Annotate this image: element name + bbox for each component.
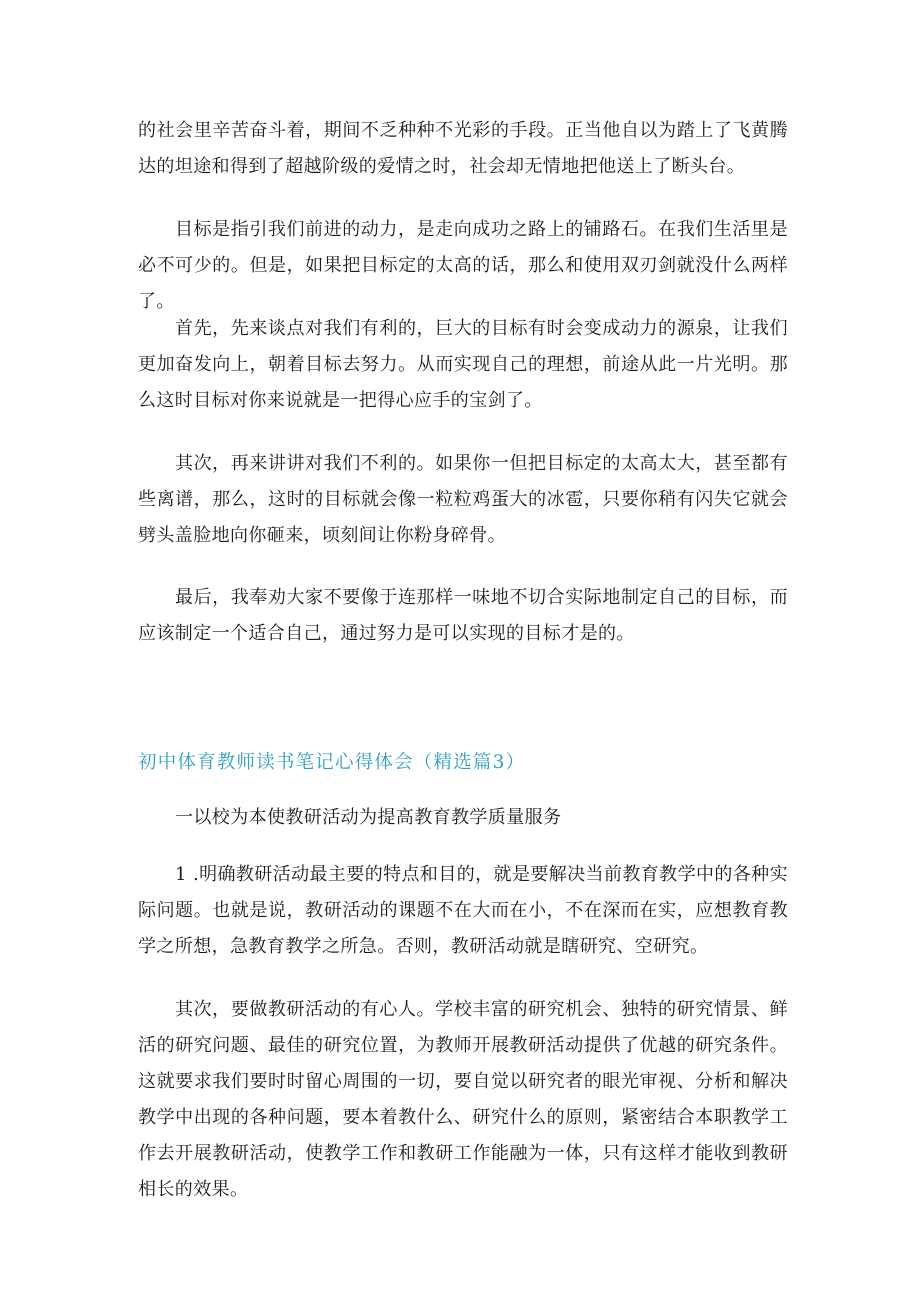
subheading: 一以校为本使教研活动为提高教育教学质量服务: [175, 807, 562, 828]
paragraph-continuation: 的社会里辛苦奋斗着，期间不乏种种不光彩的手段。正当他自以为踏上了飞黄腾达的坦途和得到了超越阶级的爱情之时，社会却无情地把他送上了断头台。: [138, 120, 788, 177]
section-heading: 初中体育教师读书笔记心得体会（精选篇3）: [138, 752, 526, 773]
paragraph-disadvantages: 其次，再来讲讲对我们不利的。如果你一但把目标定的太高太大，甚至都有些离谱，那么，这时的目标就会像一粒粒鸡蛋大的冰雹，只要你稍有闪失它就会劈头盖脸地向你砸来，顷刻间让你粉身碎骨。: [138, 453, 788, 546]
paragraph-research-purpose: 1 .明确教研活动最主要的特点和目的，就是要解决当前教育教学中的各种实际问题。也就是说，教研活动的课题不在大而在小，不在深而在实，应想教育教学之所想，急教育教学之所急。否则，教研活动就是瞎研究、空研究。: [138, 864, 788, 957]
paragraph-advantages: 首先，先来谈点对我们有利的，巨大的目标有时会变成动力的源泉，让我们更加奋发向上，朝着目标去努力。从而实现自己的理想，前途从此一片光明。那么这时目标对你来说就是一把得心应手的宝剑了。: [138, 318, 788, 411]
paragraph-conclusion: 最后，我奉劝大家不要像于连那样一味地不切合实际地制定自己的目标，而应该制定一个适合自己，通过努力是可以实现的目标才是的。: [138, 587, 788, 644]
paragraph-research-mindset: 其次，要做教研活动的有心人。学校丰富的研究机会、独特的研究情景、鲜活的研究问题、最佳的研究位置，为教师开展教研活动提供了优越的研究条件。这就要求我们要时时留心周围的一切，要自觉以研究者的眼光审视、分析和解决教学中出现的各种问题，要本着教什么、研究什么的原则，紧密结合本职教学工作去开展教研活动，使教学工作和教研工作能融为一体，只有这样才能收到教研相长的效果。: [138, 999, 788, 1200]
paragraph-goal-definition: 目标是指引我们前进的动力，是走向成功之路上的铺路石。在我们生活里是必不可少的。但是，如果把目标定的太高的话，那么和使用双刃剑就没什么两样了。: [138, 219, 788, 312]
